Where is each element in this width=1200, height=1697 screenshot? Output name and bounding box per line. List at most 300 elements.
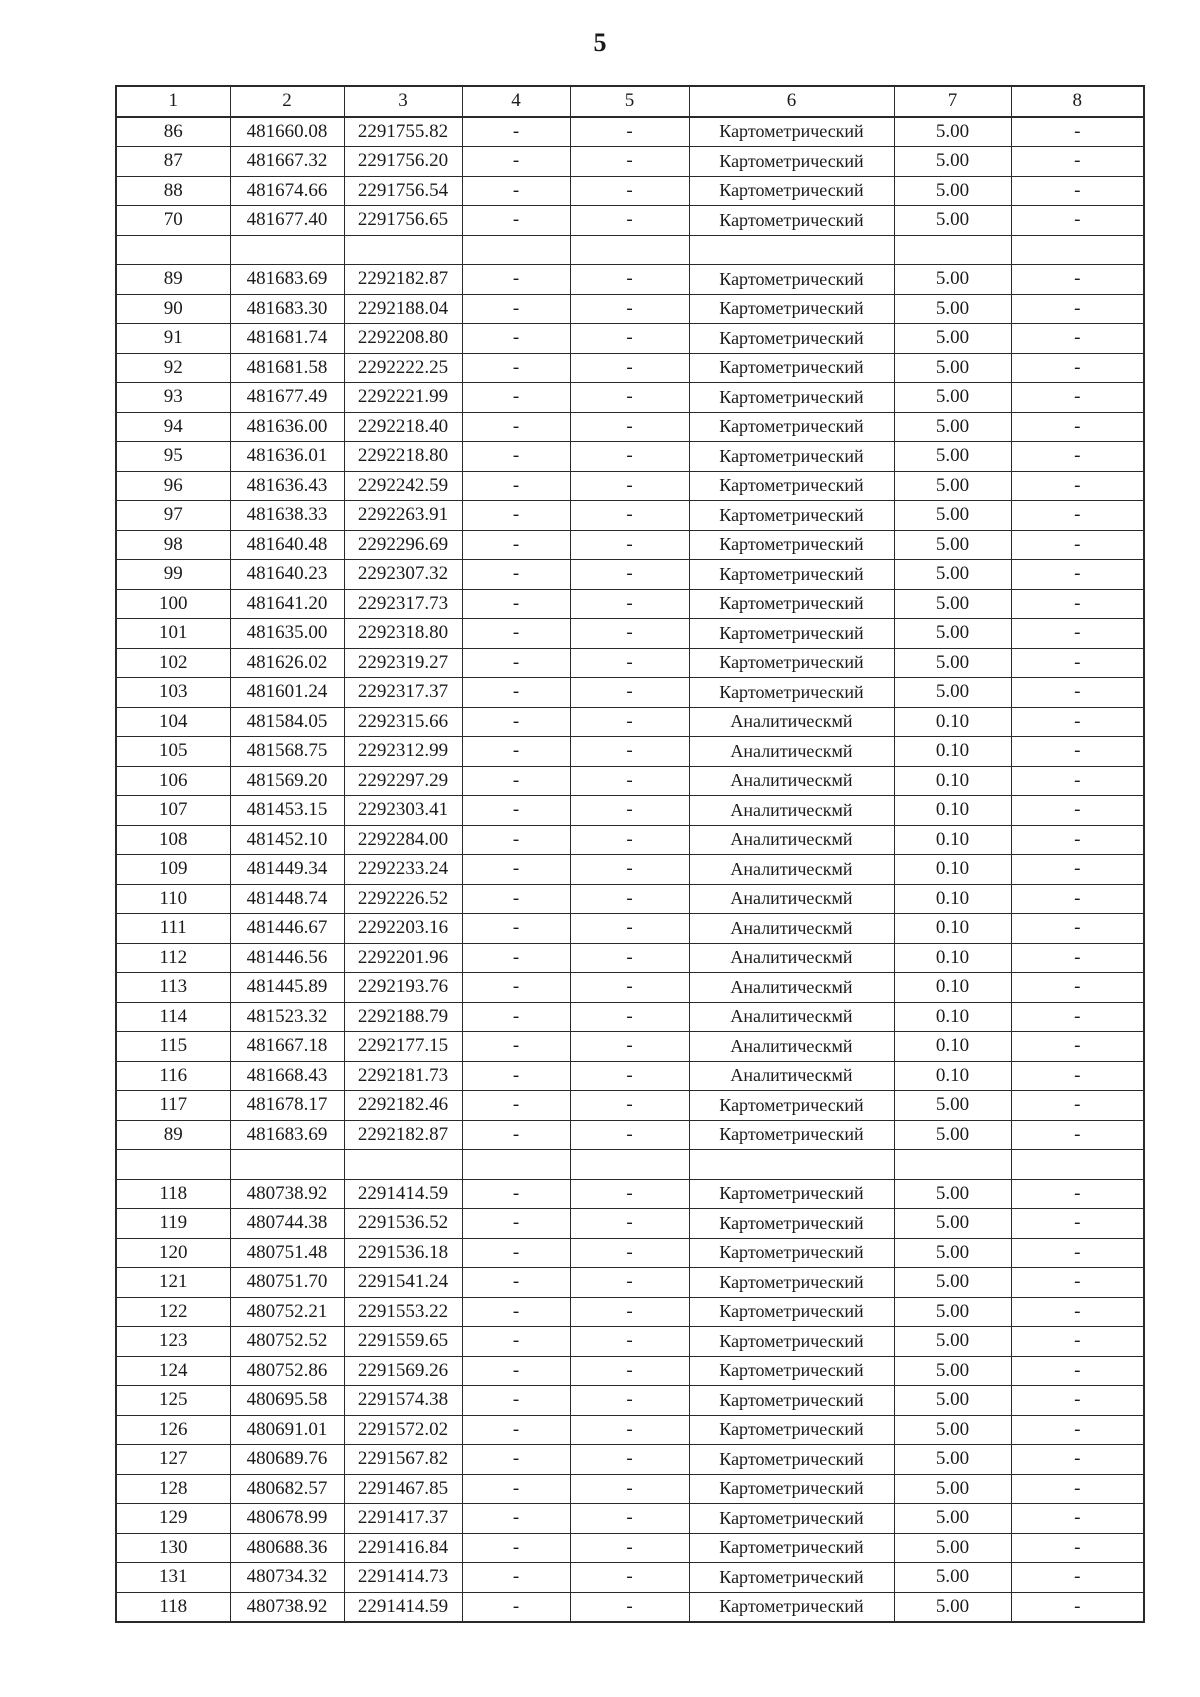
coordinates-table xyxy=(115,85,1145,1623)
cell-y-coordinate: 2291414.59 xyxy=(344,1179,462,1209)
cell-y-coordinate: 2292208.80 xyxy=(344,324,462,354)
cell-col-8: - xyxy=(1011,943,1144,973)
cell-point-number: 120 xyxy=(116,1238,230,1268)
cell-y-coordinate: 2291755.82 xyxy=(344,117,462,147)
cell-method: Картометрический xyxy=(689,648,894,678)
cell-method: Картометрический xyxy=(689,1297,894,1327)
cell-col-4: - xyxy=(462,943,570,973)
cell-col-5: - xyxy=(570,353,689,383)
cell-col-5: - xyxy=(570,1563,689,1593)
cell-x-coordinate: 480752.21 xyxy=(230,1297,344,1327)
cell-col-5 xyxy=(570,235,689,265)
cell-col-8: - xyxy=(1011,1032,1144,1062)
cell-point-number: 70 xyxy=(116,206,230,236)
cell-y-coordinate: 2292263.91 xyxy=(344,501,462,531)
cell-accuracy: 5.00 xyxy=(894,560,1011,590)
cell-x-coordinate: 481677.49 xyxy=(230,383,344,413)
cell-accuracy: 5.00 xyxy=(894,678,1011,708)
cell-col-8: - xyxy=(1011,855,1144,885)
cell-x-coordinate: 481681.74 xyxy=(230,324,344,354)
cell-col-4: - xyxy=(462,884,570,914)
table-row xyxy=(116,855,1144,885)
cell-point-number: 88 xyxy=(116,176,230,206)
cell-col-4: - xyxy=(462,648,570,678)
cell-col-5: - xyxy=(570,206,689,236)
cell-method: Картометрический xyxy=(689,1268,894,1298)
cell-accuracy: 5.00 xyxy=(894,1504,1011,1534)
table-row xyxy=(116,1209,1144,1239)
table-row xyxy=(116,619,1144,649)
cell-x-coordinate: 481683.69 xyxy=(230,1120,344,1150)
cell-col-8 xyxy=(1011,1150,1144,1180)
cell-method: Картометрический xyxy=(689,412,894,442)
cell-col-4: - xyxy=(462,1297,570,1327)
cell-col-4: - xyxy=(462,1474,570,1504)
cell-col-5: - xyxy=(570,501,689,531)
cell-accuracy: 5.00 xyxy=(894,648,1011,678)
cell-col-4: - xyxy=(462,471,570,501)
cell-col-5: - xyxy=(570,737,689,767)
cell-y-coordinate: 2291417.37 xyxy=(344,1504,462,1534)
cell-method: Картометрический xyxy=(689,1091,894,1121)
table-row xyxy=(116,471,1144,501)
cell-col-5: - xyxy=(570,294,689,324)
cell-accuracy: 5.00 xyxy=(894,117,1011,147)
cell-accuracy: 5.00 xyxy=(894,442,1011,472)
cell-method: Картометрический xyxy=(689,1356,894,1386)
cell-col-8: - xyxy=(1011,1238,1144,1268)
cell-y-coordinate: 2292203.16 xyxy=(344,914,462,944)
cell-col-8: - xyxy=(1011,884,1144,914)
cell-method: Картометрический xyxy=(689,206,894,236)
cell-col-5: - xyxy=(570,1238,689,1268)
cell-col-8: - xyxy=(1011,442,1144,472)
table-row xyxy=(116,648,1144,678)
cell-accuracy: 5.00 xyxy=(894,176,1011,206)
cell-col-8: - xyxy=(1011,678,1144,708)
cell-y-coordinate: 2291569.26 xyxy=(344,1356,462,1386)
table-row xyxy=(116,530,1144,560)
cell-x-coordinate xyxy=(230,1150,344,1180)
cell-point-number: 89 xyxy=(116,265,230,295)
cell-method: Аналитическмй xyxy=(689,1061,894,1091)
cell-col-5: - xyxy=(570,265,689,295)
cell-col-4: - xyxy=(462,1061,570,1091)
cell-col-5: - xyxy=(570,1327,689,1357)
cell-accuracy: 5.00 xyxy=(894,1474,1011,1504)
cell-accuracy: 5.00 xyxy=(894,147,1011,177)
cell-point-number: 86 xyxy=(116,117,230,147)
cell-point-number: 97 xyxy=(116,501,230,531)
cell-y-coordinate: 2292242.59 xyxy=(344,471,462,501)
cell-col-4: - xyxy=(462,353,570,383)
cell-col-5: - xyxy=(570,707,689,737)
cell-accuracy: 5.00 xyxy=(894,412,1011,442)
column-header-3: 3 xyxy=(344,86,462,117)
header-row xyxy=(116,86,1144,117)
cell-x-coordinate: 481584.05 xyxy=(230,707,344,737)
cell-x-coordinate: 481601.24 xyxy=(230,678,344,708)
cell-col-5: - xyxy=(570,471,689,501)
cell-col-8: - xyxy=(1011,648,1144,678)
cell-accuracy: 0.10 xyxy=(894,1032,1011,1062)
cell-point-number: 115 xyxy=(116,1032,230,1062)
table-row xyxy=(116,914,1144,944)
cell-col-8: - xyxy=(1011,973,1144,1003)
cell-col-5: - xyxy=(570,117,689,147)
cell-x-coordinate: 481626.02 xyxy=(230,648,344,678)
cell-col-4: - xyxy=(462,1032,570,1062)
cell-method: Аналитическмй xyxy=(689,855,894,885)
table-row xyxy=(116,294,1144,324)
cell-x-coordinate: 480744.38 xyxy=(230,1209,344,1239)
cell-method: Картометрический xyxy=(689,442,894,472)
cell-method: Аналитическмй xyxy=(689,1032,894,1062)
cell-col-8: - xyxy=(1011,1061,1144,1091)
cell-accuracy: 0.10 xyxy=(894,914,1011,944)
cell-col-5 xyxy=(570,1150,689,1180)
cell-col-8: - xyxy=(1011,147,1144,177)
table-row xyxy=(116,1061,1144,1091)
cell-col-4: - xyxy=(462,1504,570,1534)
cell-col-5: - xyxy=(570,530,689,560)
table-row xyxy=(116,678,1144,708)
cell-method: Картометрический xyxy=(689,619,894,649)
table-row xyxy=(116,560,1144,590)
cell-accuracy: 5.00 xyxy=(894,1268,1011,1298)
column-header-7: 7 xyxy=(894,86,1011,117)
cell-accuracy: 5.00 xyxy=(894,619,1011,649)
cell-col-5: - xyxy=(570,1032,689,1062)
cell-accuracy: 5.00 xyxy=(894,1297,1011,1327)
cell-col-4: - xyxy=(462,147,570,177)
cell-method: Картометрический xyxy=(689,530,894,560)
cell-col-5: - xyxy=(570,1061,689,1091)
cell-method: Аналитическмй xyxy=(689,737,894,767)
cell-accuracy: 0.10 xyxy=(894,766,1011,796)
cell-col-8: - xyxy=(1011,383,1144,413)
table-row xyxy=(116,1563,1144,1593)
cell-col-5: - xyxy=(570,383,689,413)
cell-col-5: - xyxy=(570,619,689,649)
cell-point-number: 89 xyxy=(116,1120,230,1150)
cell-col-5: - xyxy=(570,1002,689,1032)
cell-col-5: - xyxy=(570,1120,689,1150)
cell-method: Аналитическмй xyxy=(689,884,894,914)
table-row xyxy=(116,412,1144,442)
table-row xyxy=(116,825,1144,855)
cell-y-coordinate: 2291572.02 xyxy=(344,1415,462,1445)
cell-point-number: 113 xyxy=(116,973,230,1003)
separator-row xyxy=(116,235,1144,265)
cell-x-coordinate: 480751.70 xyxy=(230,1268,344,1298)
cell-col-8: - xyxy=(1011,1091,1144,1121)
cell-col-8: - xyxy=(1011,471,1144,501)
separator-row xyxy=(116,1150,1144,1180)
cell-y-coordinate: 2292182.46 xyxy=(344,1091,462,1121)
cell-method: Картометрический xyxy=(689,383,894,413)
cell-y-coordinate: 2291756.20 xyxy=(344,147,462,177)
cell-col-5: - xyxy=(570,1268,689,1298)
table-row xyxy=(116,796,1144,826)
cell-x-coordinate: 481449.34 xyxy=(230,855,344,885)
cell-col-5: - xyxy=(570,560,689,590)
cell-x-coordinate: 481445.89 xyxy=(230,973,344,1003)
cell-col-4: - xyxy=(462,176,570,206)
cell-point-number: 105 xyxy=(116,737,230,767)
cell-col-5: - xyxy=(570,1356,689,1386)
cell-method: Картометрический xyxy=(689,1533,894,1563)
cell-col-4: - xyxy=(462,678,570,708)
column-header-6: 6 xyxy=(689,86,894,117)
table-row xyxy=(116,117,1144,147)
cell-x-coordinate: 481635.00 xyxy=(230,619,344,649)
cell-x-coordinate: 480678.99 xyxy=(230,1504,344,1534)
cell-col-4: - xyxy=(462,914,570,944)
cell-col-5: - xyxy=(570,1504,689,1534)
cell-col-8: - xyxy=(1011,530,1144,560)
cell-x-coordinate: 481641.20 xyxy=(230,589,344,619)
cell-x-coordinate: 481636.00 xyxy=(230,412,344,442)
cell-point-number: 128 xyxy=(116,1474,230,1504)
cell-point-number: 101 xyxy=(116,619,230,649)
cell-method: Картометрический xyxy=(689,117,894,147)
cell-col-5: - xyxy=(570,648,689,678)
table-row xyxy=(116,1032,1144,1062)
cell-y-coordinate: 2292297.29 xyxy=(344,766,462,796)
cell-col-4: - xyxy=(462,1386,570,1416)
cell-accuracy: 5.00 xyxy=(894,530,1011,560)
cell-point-number: 118 xyxy=(116,1179,230,1209)
cell-y-coordinate: 2291756.54 xyxy=(344,176,462,206)
table-row xyxy=(116,1504,1144,1534)
cell-method: Картометрический xyxy=(689,1238,894,1268)
cell-col-5: - xyxy=(570,766,689,796)
column-header-2: 2 xyxy=(230,86,344,117)
page-number: 5 xyxy=(593,28,607,57)
cell-accuracy: 0.10 xyxy=(894,707,1011,737)
cell-method: Картометрический xyxy=(689,1327,894,1357)
cell-y-coordinate: 2292318.80 xyxy=(344,619,462,649)
cell-accuracy: 0.10 xyxy=(894,884,1011,914)
cell-point-number: 92 xyxy=(116,353,230,383)
cell-point-number: 90 xyxy=(116,294,230,324)
cell-method: Аналитическмй xyxy=(689,943,894,973)
cell-x-coordinate: 481568.75 xyxy=(230,737,344,767)
cell-col-5: - xyxy=(570,884,689,914)
cell-col-8: - xyxy=(1011,737,1144,767)
cell-accuracy: 0.10 xyxy=(894,825,1011,855)
cell-col-4: - xyxy=(462,1268,570,1298)
cell-x-coordinate: 481446.67 xyxy=(230,914,344,944)
cell-method: Картометрический xyxy=(689,1563,894,1593)
cell-x-coordinate: 480688.36 xyxy=(230,1533,344,1563)
cell-col-4: - xyxy=(462,1327,570,1357)
cell-y-coordinate: 2291536.18 xyxy=(344,1238,462,1268)
cell-col-4: - xyxy=(462,1238,570,1268)
cell-method: Картометрический xyxy=(689,589,894,619)
cell-accuracy: 5.00 xyxy=(894,1120,1011,1150)
cell-col-4: - xyxy=(462,1120,570,1150)
cell-method: Картометрический xyxy=(689,1386,894,1416)
cell-point-number: 106 xyxy=(116,766,230,796)
cell-col-4: - xyxy=(462,117,570,147)
cell-x-coordinate: 481640.23 xyxy=(230,560,344,590)
cell-y-coordinate: 2291574.38 xyxy=(344,1386,462,1416)
cell-point-number: 100 xyxy=(116,589,230,619)
cell-x-coordinate xyxy=(230,235,344,265)
cell-method: Аналитическмй xyxy=(689,825,894,855)
cell-y-coordinate: 2291541.24 xyxy=(344,1268,462,1298)
cell-y-coordinate: 2292303.41 xyxy=(344,796,462,826)
cell-point-number: 110 xyxy=(116,884,230,914)
cell-point-number: 93 xyxy=(116,383,230,413)
cell-point-number: 99 xyxy=(116,560,230,590)
table-row xyxy=(116,353,1144,383)
cell-method: Картометрический xyxy=(689,147,894,177)
cell-y-coordinate: 2292182.87 xyxy=(344,265,462,295)
table-row xyxy=(116,1474,1144,1504)
cell-col-8: - xyxy=(1011,176,1144,206)
cell-point-number: 121 xyxy=(116,1268,230,1298)
cell-col-4: - xyxy=(462,412,570,442)
cell-col-5: - xyxy=(570,973,689,1003)
cell-point-number: 87 xyxy=(116,147,230,177)
cell-accuracy: 5.00 xyxy=(894,1356,1011,1386)
table-row xyxy=(116,1415,1144,1445)
cell-y-coordinate: 2292317.37 xyxy=(344,678,462,708)
cell-point-number: 117 xyxy=(116,1091,230,1121)
cell-accuracy: 5.00 xyxy=(894,1179,1011,1209)
cell-col-4: - xyxy=(462,265,570,295)
cell-col-5: - xyxy=(570,1297,689,1327)
cell-point-number: 124 xyxy=(116,1356,230,1386)
cell-x-coordinate: 481683.69 xyxy=(230,265,344,295)
cell-col-5: - xyxy=(570,1533,689,1563)
cell-method: Картометрический xyxy=(689,294,894,324)
cell-method: Аналитическмй xyxy=(689,796,894,826)
cell-col-4: - xyxy=(462,383,570,413)
cell-col-8: - xyxy=(1011,324,1144,354)
cell-col-8: - xyxy=(1011,796,1144,826)
cell-accuracy: 5.00 xyxy=(894,501,1011,531)
cell-y-coordinate: 2292218.80 xyxy=(344,442,462,472)
cell-y-coordinate: 2292177.15 xyxy=(344,1032,462,1062)
cell-col-8: - xyxy=(1011,1120,1144,1150)
cell-point-number: 123 xyxy=(116,1327,230,1357)
column-header-5: 5 xyxy=(570,86,689,117)
cell-point-number: 96 xyxy=(116,471,230,501)
cell-col-5: - xyxy=(570,1091,689,1121)
table-row xyxy=(116,1120,1144,1150)
cell-col-8: - xyxy=(1011,1002,1144,1032)
cell-y-coordinate: 2292284.00 xyxy=(344,825,462,855)
cell-col-8: - xyxy=(1011,914,1144,944)
cell-x-coordinate: 481636.43 xyxy=(230,471,344,501)
cell-col-5: - xyxy=(570,147,689,177)
cell-col-8: - xyxy=(1011,1327,1144,1357)
cell-point-number: 131 xyxy=(116,1563,230,1593)
cell-col-8: - xyxy=(1011,589,1144,619)
cell-y-coordinate: 2291756.65 xyxy=(344,206,462,236)
cell-y-coordinate: 2292319.27 xyxy=(344,648,462,678)
cell-col-4: - xyxy=(462,796,570,826)
cell-col-4: - xyxy=(462,1563,570,1593)
column-header-1: 1 xyxy=(116,86,230,117)
cell-col-5: - xyxy=(570,412,689,442)
cell-method: Картометрический xyxy=(689,1179,894,1209)
cell-method: Картометрический xyxy=(689,678,894,708)
cell-point-number: 103 xyxy=(116,678,230,708)
cell-x-coordinate: 481667.32 xyxy=(230,147,344,177)
cell-method: Аналитическмй xyxy=(689,1002,894,1032)
cell-y-coordinate: 2292312.99 xyxy=(344,737,462,767)
cell-col-8: - xyxy=(1011,1297,1144,1327)
cell-col-8: - xyxy=(1011,1356,1144,1386)
column-header-4: 4 xyxy=(462,86,570,117)
cell-x-coordinate: 481452.10 xyxy=(230,825,344,855)
cell-accuracy: 5.00 xyxy=(894,294,1011,324)
cell-x-coordinate: 481678.17 xyxy=(230,1091,344,1121)
cell-point-number: 125 xyxy=(116,1386,230,1416)
table-header xyxy=(116,86,1144,117)
cell-y-coordinate: 2291467.85 xyxy=(344,1474,462,1504)
cell-x-coordinate: 481660.08 xyxy=(230,117,344,147)
table-row xyxy=(116,589,1144,619)
cell-col-5: - xyxy=(570,1474,689,1504)
cell-point-number: 94 xyxy=(116,412,230,442)
cell-x-coordinate: 481636.01 xyxy=(230,442,344,472)
table-row xyxy=(116,1327,1144,1357)
cell-x-coordinate: 480682.57 xyxy=(230,1474,344,1504)
table-row xyxy=(116,1238,1144,1268)
cell-col-8: - xyxy=(1011,1209,1144,1239)
cell-col-8: - xyxy=(1011,1445,1144,1475)
cell-x-coordinate: 480752.86 xyxy=(230,1356,344,1386)
cell-y-coordinate: 2292222.25 xyxy=(344,353,462,383)
cell-x-coordinate: 481638.33 xyxy=(230,501,344,531)
cell-accuracy: 5.00 xyxy=(894,1563,1011,1593)
cell-method xyxy=(689,1150,894,1180)
cell-x-coordinate: 480751.48 xyxy=(230,1238,344,1268)
cell-y-coordinate: 2292226.52 xyxy=(344,884,462,914)
cell-accuracy: 5.00 xyxy=(894,1386,1011,1416)
cell-y-coordinate: 2292182.87 xyxy=(344,1120,462,1150)
table-row xyxy=(116,884,1144,914)
cell-col-8: - xyxy=(1011,294,1144,324)
cell-accuracy: 5.00 xyxy=(894,265,1011,295)
table-row xyxy=(116,1386,1144,1416)
cell-col-4: - xyxy=(462,855,570,885)
cell-accuracy: 0.10 xyxy=(894,737,1011,767)
cell-point-number: 112 xyxy=(116,943,230,973)
cell-y-coordinate: 2291416.84 xyxy=(344,1533,462,1563)
cell-method: Картометрический xyxy=(689,1504,894,1534)
cell-x-coordinate: 481674.66 xyxy=(230,176,344,206)
cell-y-coordinate: 2291559.65 xyxy=(344,1327,462,1357)
cell-accuracy xyxy=(894,235,1011,265)
cell-y-coordinate: 2292233.24 xyxy=(344,855,462,885)
cell-col-4: - xyxy=(462,973,570,1003)
cell-col-5: - xyxy=(570,1386,689,1416)
cell-y-coordinate: 2292188.79 xyxy=(344,1002,462,1032)
cell-col-8: - xyxy=(1011,265,1144,295)
cell-y-coordinate xyxy=(344,235,462,265)
table-row xyxy=(116,501,1144,531)
cell-accuracy: 0.10 xyxy=(894,855,1011,885)
cell-method: Картометрический xyxy=(689,471,894,501)
cell-x-coordinate: 481681.58 xyxy=(230,353,344,383)
